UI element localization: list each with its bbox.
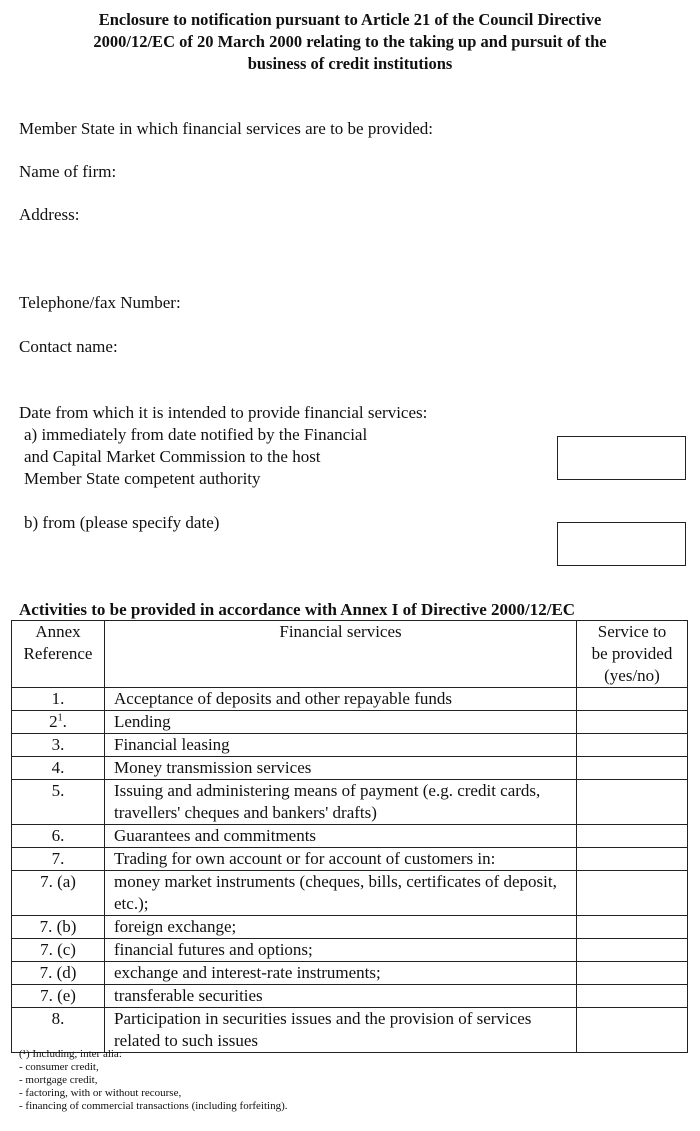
header-line: (yes/no) bbox=[604, 666, 660, 685]
title-line: business of credit institutions bbox=[247, 54, 453, 73]
option-a-checkbox[interactable] bbox=[557, 436, 686, 480]
provided-cell[interactable] bbox=[577, 688, 688, 711]
service-cell: money market instruments (cheques, bills, certificates of deposit, etc.); bbox=[105, 871, 577, 916]
annex-ref-cell bbox=[12, 711, 105, 734]
activities-table bbox=[11, 620, 688, 1053]
provided-cell[interactable] bbox=[577, 848, 688, 871]
option-a-label: a) immediately from date notified by the Financial bbox=[24, 425, 368, 444]
table-row bbox=[12, 825, 688, 848]
table-row bbox=[12, 962, 688, 985]
header-line: Annex bbox=[35, 622, 81, 641]
table-row bbox=[12, 688, 688, 711]
provided-cell[interactable] bbox=[577, 939, 688, 962]
footnote-line: - factoring, with or without recourse, bbox=[19, 1087, 182, 1099]
table-row bbox=[12, 848, 688, 871]
option-a-label: Member State competent authority bbox=[24, 469, 261, 488]
provided-cell[interactable] bbox=[577, 825, 688, 848]
provided-cell[interactable] bbox=[577, 734, 688, 757]
table-row bbox=[12, 871, 688, 916]
title-line: Enclosure to notification pursuant to Article 21 of the Council Directive bbox=[98, 10, 602, 29]
service-cell: foreign exchange; bbox=[105, 916, 577, 939]
address-label: Address: bbox=[19, 205, 80, 224]
annex-ref-cell: 1. bbox=[12, 688, 105, 711]
service-cell: Acceptance of deposits and other repayable funds bbox=[105, 688, 577, 711]
service-cell: transferable securities bbox=[105, 985, 577, 1008]
table-row bbox=[12, 757, 688, 780]
footnotes bbox=[19, 1048, 288, 1113]
date-from-label: Date from which it is intended to provide financial services: bbox=[19, 403, 428, 422]
header-line: be provided bbox=[591, 644, 673, 663]
header-financial-services: Financial services bbox=[105, 621, 577, 688]
provided-cell[interactable] bbox=[577, 962, 688, 985]
footnote-line: - financing of commercial transactions (including forfeiting). bbox=[19, 1100, 288, 1112]
document-title bbox=[20, 9, 680, 75]
table-header-row bbox=[12, 621, 688, 688]
firm-name-label: Name of firm: bbox=[19, 162, 117, 181]
provided-cell[interactable] bbox=[577, 711, 688, 734]
header-line: Service to bbox=[597, 622, 667, 641]
service-cell: Guarantees and commitments bbox=[105, 825, 577, 848]
service-cell: Lending bbox=[105, 711, 577, 734]
service-cell: exchange and interest-rate instruments; bbox=[105, 962, 577, 985]
table-row bbox=[12, 916, 688, 939]
annex-ref-cell: 7. (a) bbox=[12, 871, 105, 916]
option-b-label: b) from (please specify date) bbox=[24, 513, 220, 532]
footnote-line: - consumer credit, bbox=[19, 1061, 99, 1073]
annex-ref-cell: 7. (e) bbox=[12, 985, 105, 1008]
table-title: Activities to be provided in accordance with Annex I of Directive 2000/12/EC bbox=[19, 600, 576, 619]
contact-label: Contact name: bbox=[19, 337, 118, 356]
table-row bbox=[12, 734, 688, 757]
annex-ref-cell: 7. (c) bbox=[12, 939, 105, 962]
title-line: 2000/12/EC of 20 March 2000 relating to the taking up and pursuit of the bbox=[93, 32, 607, 51]
provided-cell[interactable] bbox=[577, 757, 688, 780]
service-cell: Participation in securities issues and the provision of services related to such issues bbox=[105, 1008, 577, 1053]
footnote-line: (¹) Including, inter alia: bbox=[19, 1048, 122, 1060]
provided-cell[interactable] bbox=[577, 780, 688, 825]
table-row bbox=[12, 780, 688, 825]
annex-ref-cell: 4. bbox=[12, 757, 105, 780]
provided-cell[interactable] bbox=[577, 916, 688, 939]
header-line: Reference bbox=[23, 644, 93, 663]
annex-ref-cell: 6. bbox=[12, 825, 105, 848]
provided-cell[interactable] bbox=[577, 1008, 688, 1053]
service-cell: financial futures and options; bbox=[105, 939, 577, 962]
provided-cell[interactable] bbox=[577, 985, 688, 1008]
annex-ref-cell: 5. bbox=[12, 780, 105, 825]
table-row bbox=[12, 1008, 688, 1053]
annex-ref-cell: 7. bbox=[12, 848, 105, 871]
table-row bbox=[12, 939, 688, 962]
annex-ref-cell: 3. bbox=[12, 734, 105, 757]
table-row bbox=[12, 985, 688, 1008]
service-cell: Financial leasing bbox=[105, 734, 577, 757]
header-service-provided bbox=[577, 621, 688, 688]
telephone-label: Telephone/fax Number: bbox=[19, 293, 181, 312]
ref-number: 2 bbox=[49, 712, 58, 731]
ref-suffix: . bbox=[62, 712, 67, 731]
annex-ref-cell: 8. bbox=[12, 1008, 105, 1053]
service-cell: Money transmission services bbox=[105, 757, 577, 780]
service-cell: Issuing and administering means of payment (e.g. credit cards, travellers' cheques and bankers' drafts) bbox=[105, 780, 577, 825]
option-a-label: and Capital Market Commission to the host bbox=[24, 447, 321, 466]
annex-ref-cell: 7. (b) bbox=[12, 916, 105, 939]
header-annex-reference bbox=[12, 621, 105, 688]
footnote-line: - mortgage credit, bbox=[19, 1074, 98, 1086]
annex-ref-cell: 7. (d) bbox=[12, 962, 105, 985]
service-cell: Trading for own account or for account of customers in: bbox=[105, 848, 577, 871]
member-state-label: Member State in which financial services are to be provided: bbox=[19, 119, 433, 138]
option-b-date-box[interactable] bbox=[557, 522, 686, 566]
footnote-marker: 1 bbox=[57, 712, 63, 724]
table-row bbox=[12, 711, 688, 734]
provided-cell[interactable] bbox=[577, 871, 688, 916]
